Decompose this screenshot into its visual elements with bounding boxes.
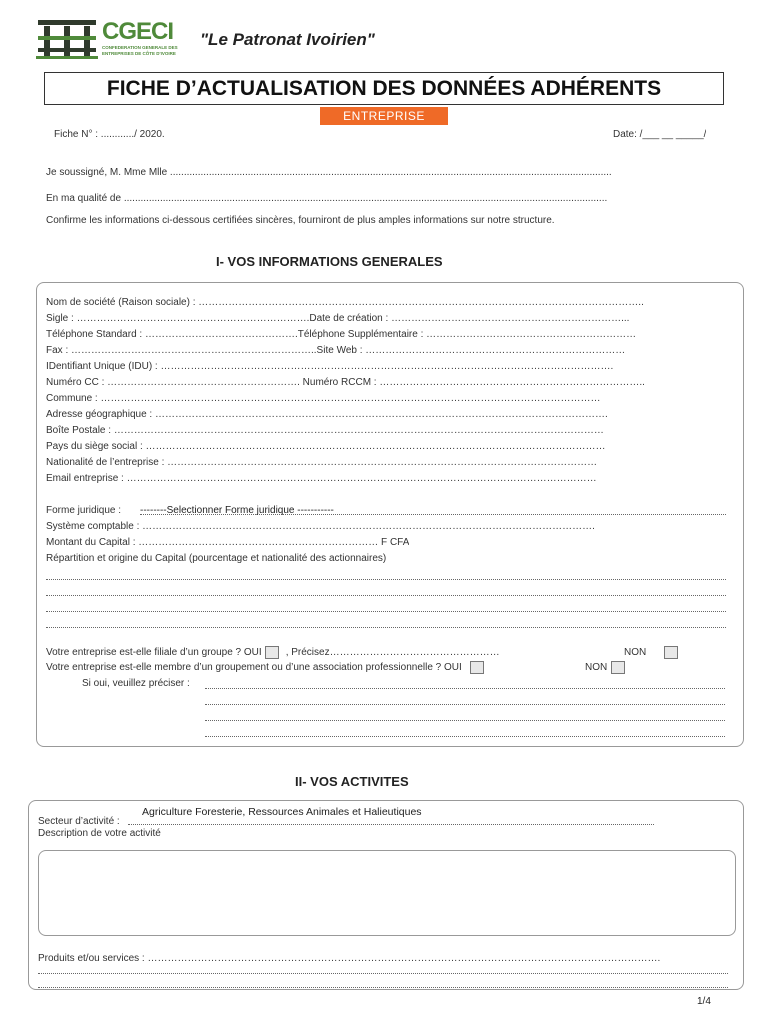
logo-subtitle xyxy=(102,45,178,57)
fax-field[interactable]: Fax : ………………………………………………………………..Site Web : …………………………………………………………………… xyxy=(46,345,626,356)
telephone-field[interactable]: Téléphone Standard : ……………………………………….Téléphone Supplémentaire : ……………………………………………………… xyxy=(46,329,637,340)
filiale-non xyxy=(624,646,678,659)
filiale-question xyxy=(46,646,500,659)
entreprise-badge-label: ENTREPRISE xyxy=(343,109,425,123)
repartition-dotline-2[interactable] xyxy=(46,595,726,596)
repartition-dotline-3[interactable] xyxy=(46,611,726,612)
membre-question xyxy=(46,661,484,674)
si-oui-dotline-2[interactable] xyxy=(205,704,725,705)
forme-juridique-select-value: --------Selectionner Forme juridique ----------- xyxy=(140,505,334,516)
idu-field[interactable]: IDentifiant Unique (IDU) : ………………………………………………………………………………………………………………………. xyxy=(46,361,614,372)
logo-emblem-icon xyxy=(36,16,98,60)
produits-field[interactable]: Produits et/ou services : ………………………………………………………………………………………………………………………………………. xyxy=(38,953,661,964)
membre-non-label: NON xyxy=(585,662,608,673)
filiale-precisez[interactable]: , Précisez…………………………………………… xyxy=(285,647,500,658)
fiche-number: Fiche N° : ............/ 2020. xyxy=(54,129,165,140)
secteur-select[interactable] xyxy=(128,806,654,825)
produits-dotline-2[interactable] xyxy=(38,987,728,988)
pays-siege-field[interactable]: Pays du siège social : ………………………………………………………………………………………………………………………… xyxy=(46,441,606,452)
produits-dotline-1[interactable] xyxy=(38,973,728,974)
membre-non-checkbox[interactable] xyxy=(611,661,625,674)
repartition-dotline-1[interactable] xyxy=(46,579,726,580)
forme-juridique-select[interactable] xyxy=(140,500,726,515)
section-1-title: I- VOS INFORMATIONS GENERALES xyxy=(216,254,443,269)
nom-societe-field[interactable]: Nom de société (Raison sociale) : …………………………………………………………………………………………………………………….. xyxy=(46,297,644,308)
filiale-non-label: NON xyxy=(624,647,647,658)
systeme-comptable-field[interactable]: Système comptable : ………………………………………………………………………………………………………………………. xyxy=(46,521,595,532)
membre-non xyxy=(585,661,625,674)
commune-field[interactable]: Commune : …………………………………………………………………………………………………………………………………… xyxy=(46,393,601,404)
filiale-oui-checkbox[interactable] xyxy=(265,646,279,659)
description-label: Description de votre activité xyxy=(38,828,161,839)
si-oui-label: Si oui, veuillez préciser : xyxy=(82,678,190,689)
nationalite-field[interactable]: Nationalité de l’entreprise : ………………………………………………………………………………………………………………… xyxy=(46,457,598,468)
slogan: "Le Patronat Ivoirien" xyxy=(200,30,375,49)
repartition-label: Répartition et origine du Capital (pourcentage et nationalité des actionnaires) xyxy=(46,553,387,564)
logo-subtitle-line-1: CONFEDERATION GENERALE DES xyxy=(102,45,178,50)
repartition-dotline-4[interactable] xyxy=(46,627,726,628)
capital-field[interactable]: Montant du Capital : ……………………………………………………………… F CFA xyxy=(46,537,410,548)
filiale-question-text: Votre entreprise est-elle filiale d’un groupe ? OUI xyxy=(46,647,262,658)
logo-subtitle-line-2: ENTREPRISES DE CÔTE D'IVOIRE xyxy=(102,51,176,56)
si-oui-dotline-3[interactable] xyxy=(205,720,725,721)
page-number: 1/4 xyxy=(697,996,711,1007)
section-2-title: II- VOS ACTIVITES xyxy=(295,774,409,789)
page-title: FICHE D’ACTUALISATION DES DONNÉES ADHÉRENTS xyxy=(106,76,662,100)
date-field[interactable]: Date: /___ __ _____/ xyxy=(613,129,707,140)
email-field[interactable]: Email entreprise : …………………………………………………………………………………………………………………………… xyxy=(46,473,597,484)
forme-juridique-label: Forme juridique : xyxy=(46,505,122,516)
secteur-label: Secteur d’activité : xyxy=(38,816,120,827)
secteur-select-value: Agriculture Foresterie, Ressources Animales et Halieutiques xyxy=(142,806,422,818)
sigle-field[interactable]: Sigle : …………………………………………………………….Date de création : ……………………………………………………………... xyxy=(46,313,630,324)
logo-name: CGECI xyxy=(102,18,174,45)
title-box xyxy=(44,72,724,105)
si-oui-dotline-1[interactable] xyxy=(205,688,725,689)
filiale-non-checkbox[interactable] xyxy=(664,646,678,659)
membre-oui-checkbox[interactable] xyxy=(470,661,484,674)
boite-postale-field[interactable]: Boîte Postale : ………………………………………………………………………………………………………………………………… xyxy=(46,425,604,436)
qualite-line[interactable]: En ma qualité de .............................................................................................................................................................................. xyxy=(46,193,608,204)
entreprise-badge xyxy=(320,107,448,125)
logo xyxy=(36,16,98,60)
confirme-text: Confirme les informations ci-dessous certifiées sincères, fourniront de plus amples informations sur notre structure. xyxy=(46,215,555,226)
si-oui-dotline-4[interactable] xyxy=(205,736,725,737)
soussigne-line[interactable]: Je soussigné, M. Mme Mlle ............................................................................................................................................................... xyxy=(46,167,612,178)
numero-cc-field[interactable]: Numéro CC : …………………………………………………. Numéro RCCM : …………………………………………………………………….. xyxy=(46,377,645,388)
membre-question-text: Votre entreprise est-elle membre d’un groupement ou d’une association professionnelle ? OUI xyxy=(46,662,462,673)
adresse-field[interactable]: Adresse géographique : ………………………………………………………………………………………………………………………. xyxy=(46,409,608,420)
description-textarea[interactable] xyxy=(38,850,736,936)
